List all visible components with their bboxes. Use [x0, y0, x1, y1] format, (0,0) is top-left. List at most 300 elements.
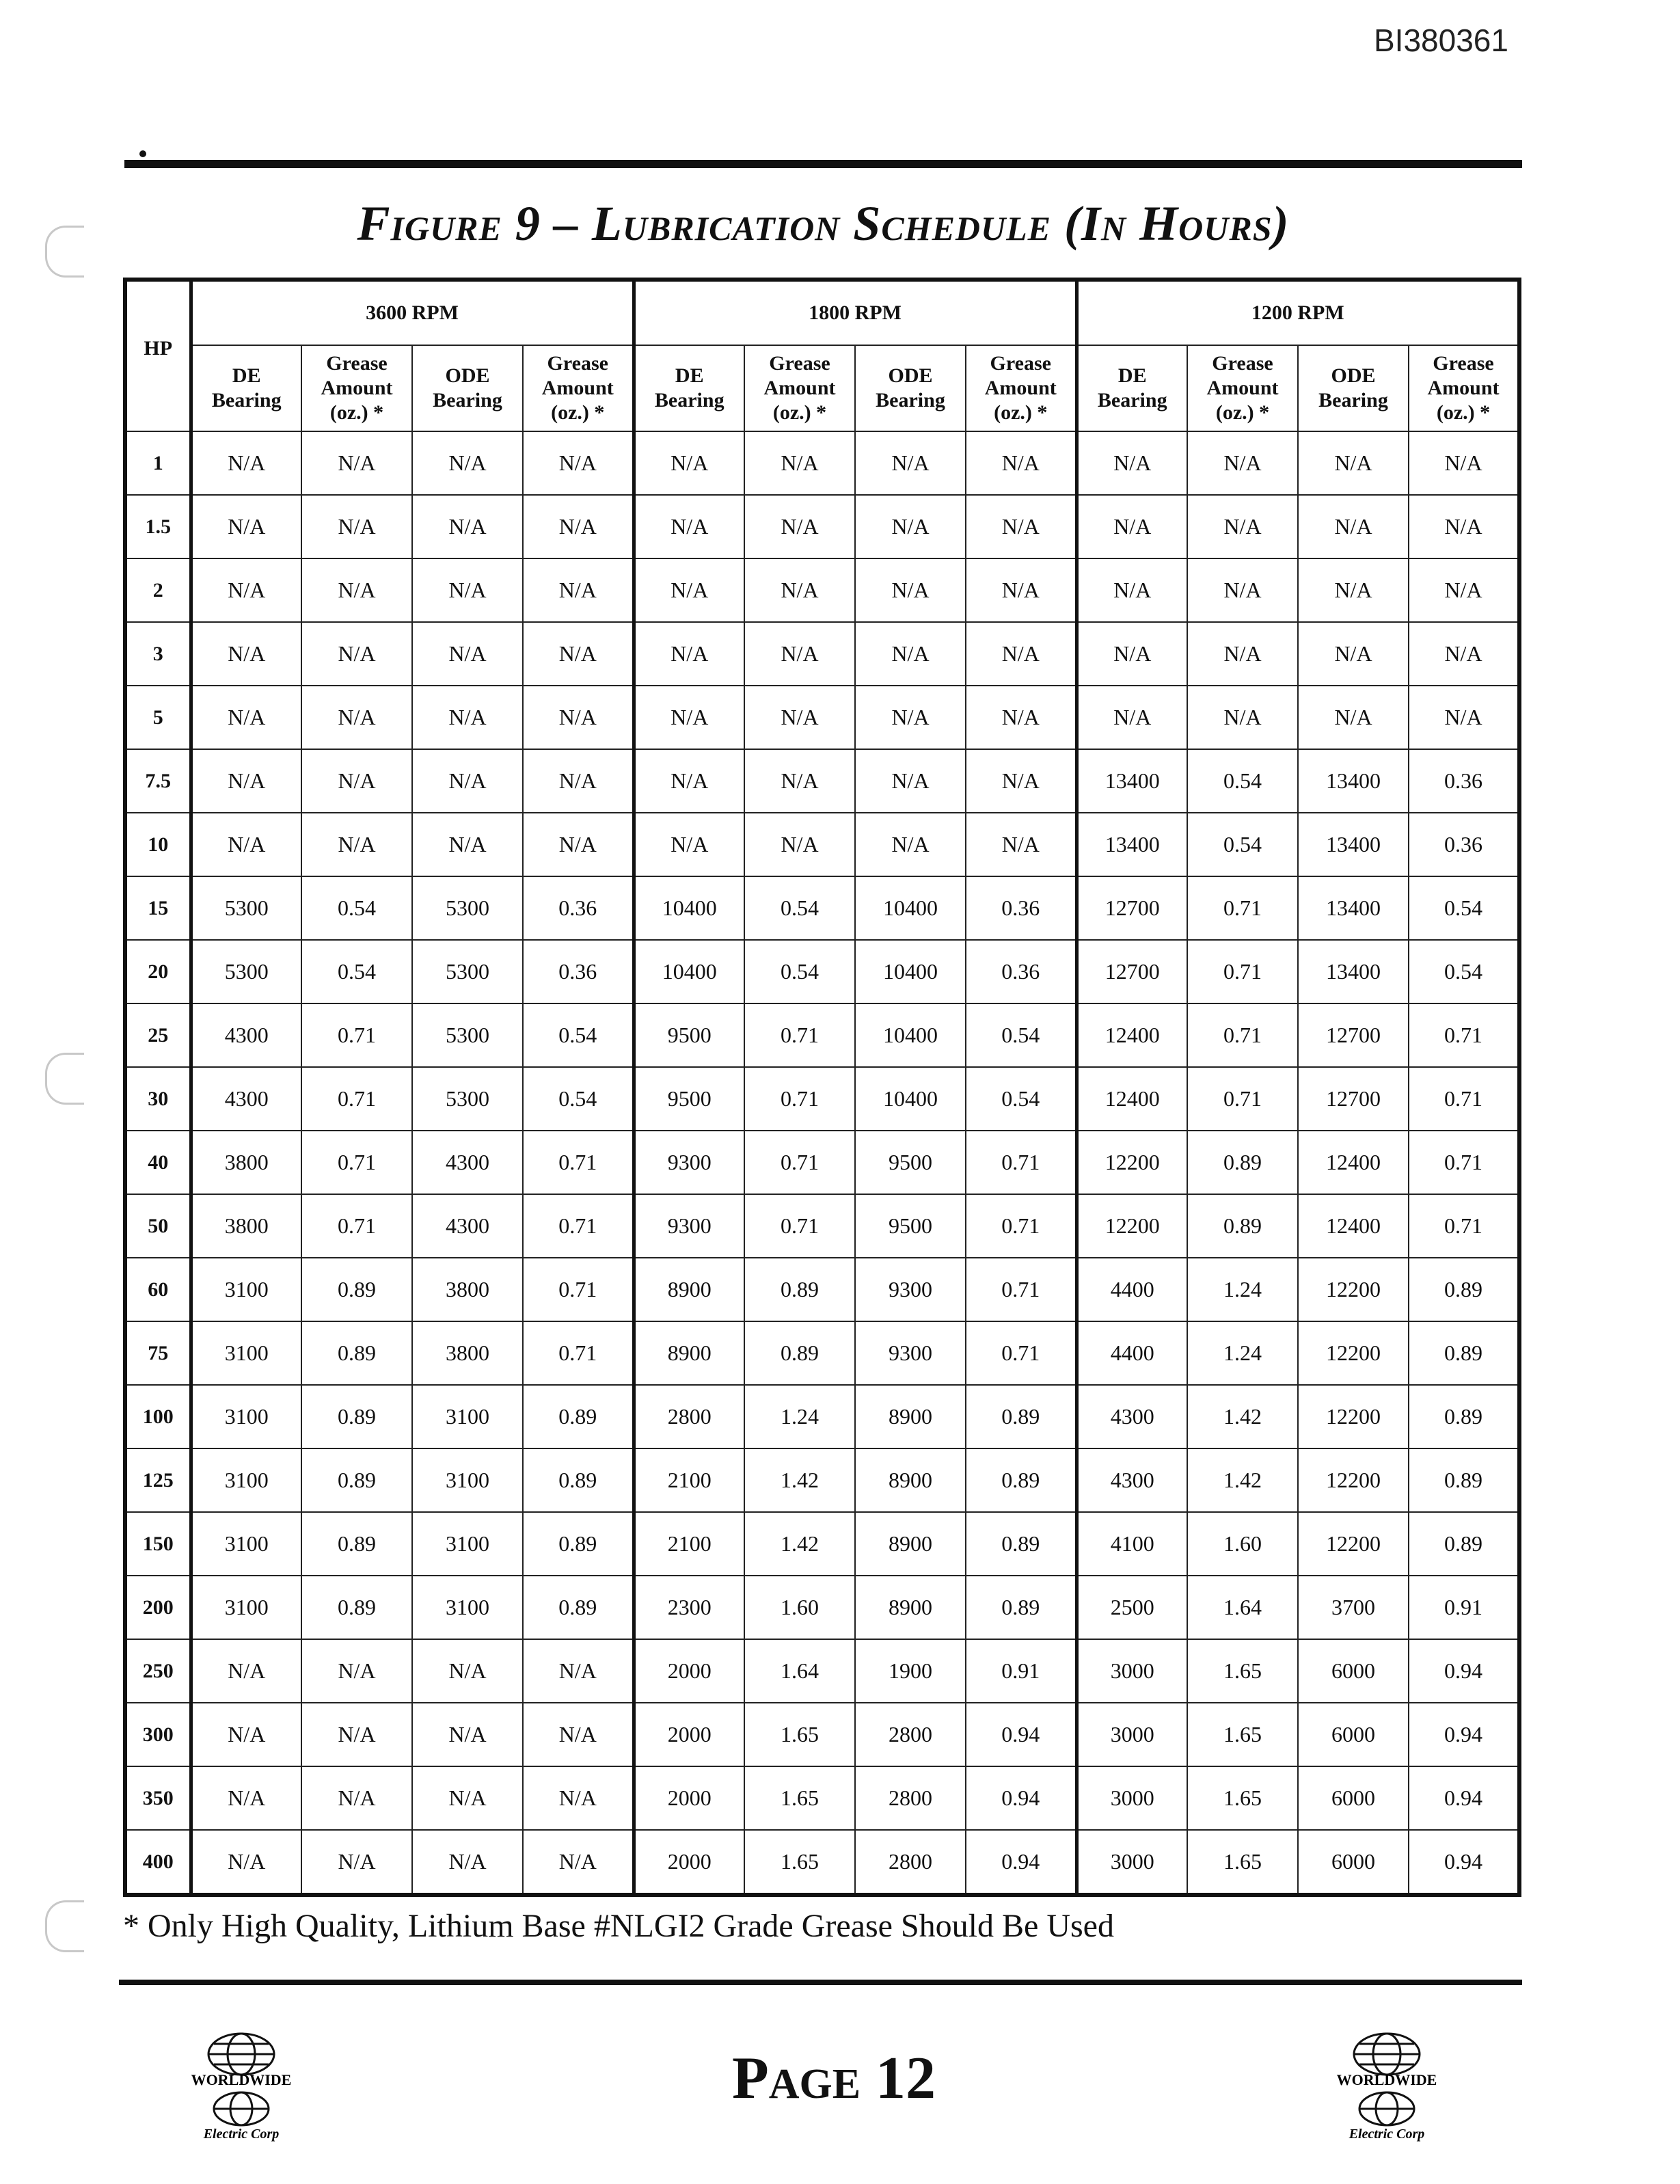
table-cell: 1.65 — [744, 1766, 855, 1830]
table-cell: 12700 — [1298, 1067, 1409, 1131]
table-cell: 0.54 — [1187, 813, 1298, 876]
footnote: * Only High Quality, Lithium Base #NLGI2 Grade Grease Should Be Used — [123, 1908, 1114, 1944]
table-cell: 3100 — [412, 1385, 523, 1448]
table-cell: 8900 — [634, 1321, 744, 1385]
logo-text-top: WORLDWIDE — [1336, 2071, 1437, 2088]
table-cell: N/A — [301, 686, 412, 749]
table-cell: 2100 — [634, 1512, 744, 1576]
table-cell: N/A — [412, 558, 523, 622]
hp-cell: 125 — [125, 1448, 191, 1512]
hp-cell: 400 — [125, 1830, 191, 1895]
table-cell: 1.60 — [744, 1576, 855, 1639]
table-cell: 0.71 — [966, 1131, 1076, 1194]
table-row — [125, 1830, 1519, 1895]
table-cell: 1.65 — [744, 1830, 855, 1895]
hp-cell: 2 — [125, 558, 191, 622]
table-cell: 0.89 — [966, 1448, 1076, 1512]
table-cell: N/A — [412, 686, 523, 749]
table-cell: 0.71 — [301, 1003, 412, 1067]
subcolumn-header-line: Grease — [326, 352, 388, 375]
table-cell: 13400 — [1076, 813, 1187, 876]
hp-cell: 1 — [125, 431, 191, 495]
table-cell: N/A — [634, 813, 744, 876]
table-cell: 12400 — [1298, 1194, 1409, 1258]
table-cell: N/A — [523, 749, 634, 813]
table-cell: N/A — [301, 622, 412, 686]
table-cell: N/A — [412, 749, 523, 813]
logo-text-bottom: Electric Corp — [203, 2127, 280, 2142]
table-cell: 5300 — [412, 1067, 523, 1131]
table-cell: N/A — [191, 813, 301, 876]
table-cell: 0.71 — [1409, 1131, 1519, 1194]
table-cell: 5300 — [191, 876, 301, 940]
table-cell: 12700 — [1076, 876, 1187, 940]
table-cell: 0.71 — [1187, 1067, 1298, 1131]
table-cell: 2000 — [634, 1639, 744, 1703]
table-cell: N/A — [1076, 622, 1187, 686]
table-cell: 0.71 — [301, 1194, 412, 1258]
table-cell: 0.36 — [966, 940, 1076, 1003]
table-cell: N/A — [523, 1766, 634, 1830]
hp-cell: 30 — [125, 1067, 191, 1131]
table-cell: 0.89 — [301, 1258, 412, 1321]
table-cell: N/A — [1187, 431, 1298, 495]
subcolumn-header-line: ODE — [888, 364, 933, 387]
table-cell: N/A — [966, 431, 1076, 495]
table-cell: N/A — [412, 622, 523, 686]
table-cell: 0.71 — [1409, 1003, 1519, 1067]
table-cell: N/A — [1076, 558, 1187, 622]
table-cell: 10400 — [855, 876, 966, 940]
table-cell: N/A — [855, 495, 966, 558]
table-row — [125, 431, 1519, 495]
subcolumn-header — [634, 345, 744, 431]
subcolumn-header-line: Bearing — [876, 389, 945, 412]
table-cell: 3800 — [412, 1258, 523, 1321]
table-cell: N/A — [966, 558, 1076, 622]
hp-cell: 15 — [125, 876, 191, 940]
table-cell: 2800 — [855, 1703, 966, 1766]
subcolumn-header — [1076, 345, 1187, 431]
table-cell: N/A — [855, 558, 966, 622]
subcolumn-header-line: Amount — [984, 377, 1057, 399]
table-cell: 9300 — [634, 1131, 744, 1194]
table-cell: 2800 — [634, 1385, 744, 1448]
table-cell: 1.65 — [1187, 1703, 1298, 1766]
table-cell: N/A — [634, 495, 744, 558]
table-cell: 3100 — [191, 1321, 301, 1385]
table-cell: 9300 — [634, 1194, 744, 1258]
table-row — [125, 1766, 1519, 1830]
page-number: Page 12 — [731, 2045, 936, 2112]
table-cell: N/A — [744, 749, 855, 813]
table-cell: 9500 — [634, 1067, 744, 1131]
table-cell: 0.89 — [523, 1576, 634, 1639]
table-cell: 0.36 — [523, 940, 634, 1003]
table-cell: N/A — [744, 558, 855, 622]
table-cell: 9300 — [855, 1258, 966, 1321]
table-cell: 12200 — [1298, 1385, 1409, 1448]
table-cell: 0.71 — [744, 1003, 855, 1067]
table-cell: 3100 — [191, 1512, 301, 1576]
subcolumn-header-line: (oz.) * — [1215, 401, 1270, 424]
table-cell: 6000 — [1298, 1703, 1409, 1766]
table-cell: 12200 — [1076, 1131, 1187, 1194]
table-cell: 0.89 — [301, 1512, 412, 1576]
subcolumn-header-line: Grease — [1212, 352, 1273, 375]
hp-cell: 60 — [125, 1258, 191, 1321]
table-cell: 3800 — [191, 1131, 301, 1194]
table-cell: 2000 — [634, 1703, 744, 1766]
table-cell: 0.89 — [1187, 1131, 1298, 1194]
table-cell: N/A — [191, 686, 301, 749]
table-cell: N/A — [1409, 431, 1519, 495]
table-cell: 0.71 — [1187, 1003, 1298, 1067]
table-cell: 8900 — [855, 1576, 966, 1639]
document-id: BI380361 — [1374, 23, 1508, 58]
table-cell: N/A — [412, 813, 523, 876]
table-cell: 0.54 — [1409, 940, 1519, 1003]
table-cell: 0.89 — [523, 1448, 634, 1512]
table-cell: 0.89 — [1409, 1385, 1519, 1448]
table-cell: N/A — [855, 686, 966, 749]
table-cell: N/A — [966, 686, 1076, 749]
table-cell: 1.42 — [744, 1448, 855, 1512]
binder-hole-mark — [45, 226, 84, 278]
header-row-groups — [125, 280, 1519, 345]
hp-cell: 200 — [125, 1576, 191, 1639]
table-cell: 0.54 — [966, 1067, 1076, 1131]
table-cell: 8900 — [634, 1258, 744, 1321]
table-cell: N/A — [412, 1703, 523, 1766]
table-cell: 1900 — [855, 1639, 966, 1703]
table-cell: N/A — [191, 1703, 301, 1766]
table-row — [125, 1639, 1519, 1703]
table-cell: 4100 — [1076, 1512, 1187, 1576]
table-cell: 0.71 — [744, 1131, 855, 1194]
rpm-group-header: 1200 RPM — [1076, 280, 1519, 345]
table-cell: 4300 — [1076, 1385, 1187, 1448]
logo-text-bottom: Electric Corp — [1349, 2127, 1425, 2142]
table-cell: N/A — [1298, 495, 1409, 558]
table-cell: N/A — [523, 813, 634, 876]
subcolumn-header — [1409, 345, 1519, 431]
table-cell: 3100 — [191, 1385, 301, 1448]
table-cell: 0.89 — [1409, 1258, 1519, 1321]
table-cell: N/A — [634, 431, 744, 495]
table-cell: 0.54 — [966, 1003, 1076, 1067]
table-cell: 0.94 — [966, 1830, 1076, 1895]
table-cell: N/A — [1298, 431, 1409, 495]
table-cell: 6000 — [1298, 1639, 1409, 1703]
table-cell: 3100 — [412, 1448, 523, 1512]
table-cell: 10400 — [855, 940, 966, 1003]
table-cell: 1.65 — [744, 1703, 855, 1766]
table-cell: 6000 — [1298, 1830, 1409, 1895]
table-cell: 3100 — [412, 1512, 523, 1576]
table-cell: 0.89 — [1409, 1512, 1519, 1576]
table-cell: 10400 — [634, 940, 744, 1003]
table-cell: 2300 — [634, 1576, 744, 1639]
table-cell: 1.24 — [1187, 1258, 1298, 1321]
table-row — [125, 940, 1519, 1003]
subcolumn-header-line: DE — [675, 364, 704, 387]
table-cell: 2800 — [855, 1830, 966, 1895]
table-cell: 1.24 — [744, 1385, 855, 1448]
subcolumn-header-line: Grease — [769, 352, 830, 375]
subcolumn-header-line: (oz.) * — [551, 401, 605, 424]
figure-title: Figure 9 – Lubrication Schedule (In Hours) — [357, 196, 1290, 251]
table-cell: N/A — [301, 431, 412, 495]
hp-cell: 350 — [125, 1766, 191, 1830]
table-cell: 0.89 — [966, 1576, 1076, 1639]
table-cell: 0.71 — [523, 1258, 634, 1321]
table-cell: 3000 — [1076, 1766, 1187, 1830]
table-cell: 0.71 — [523, 1131, 634, 1194]
table-row — [125, 1703, 1519, 1766]
table-cell: N/A — [744, 622, 855, 686]
table-cell: N/A — [634, 558, 744, 622]
table-cell: N/A — [966, 495, 1076, 558]
table-cell: N/A — [966, 622, 1076, 686]
table-cell: 0.89 — [301, 1448, 412, 1512]
table-cell: N/A — [855, 749, 966, 813]
table-cell: 0.89 — [523, 1512, 634, 1576]
table-cell: N/A — [634, 749, 744, 813]
table-cell: 4300 — [412, 1194, 523, 1258]
subcolumn-header-line: Amount — [763, 377, 836, 399]
table-cell: N/A — [412, 495, 523, 558]
table-cell: N/A — [191, 1639, 301, 1703]
table-cell: 0.71 — [1187, 876, 1298, 940]
subcolumn-header-line: Bearing — [1318, 389, 1388, 412]
table-cell: 0.54 — [744, 876, 855, 940]
table-cell: 8900 — [855, 1512, 966, 1576]
subcolumn-header — [855, 345, 966, 431]
table-cell: 0.89 — [966, 1512, 1076, 1576]
table-cell: N/A — [191, 431, 301, 495]
table-cell: N/A — [523, 686, 634, 749]
hp-cell: 40 — [125, 1131, 191, 1194]
table-cell: N/A — [1076, 686, 1187, 749]
hp-column-header: HP — [125, 280, 191, 431]
table-cell: 0.89 — [301, 1321, 412, 1385]
subcolumn-header-line: ODE — [445, 364, 490, 387]
subcolumn-header-line: Grease — [990, 352, 1051, 375]
table-cell: N/A — [744, 813, 855, 876]
subcolumn-header — [412, 345, 523, 431]
table-cell: 5300 — [191, 940, 301, 1003]
table-cell: N/A — [1076, 431, 1187, 495]
hp-cell: 300 — [125, 1703, 191, 1766]
subcolumn-header-line: Amount — [321, 377, 393, 399]
table-cell: 0.71 — [301, 1067, 412, 1131]
table-cell: 0.94 — [1409, 1766, 1519, 1830]
subcolumn-header-line: DE — [1117, 364, 1147, 387]
hp-cell: 3 — [125, 622, 191, 686]
table-row — [125, 1512, 1519, 1576]
table-cell: N/A — [744, 686, 855, 749]
table-cell: 5300 — [412, 940, 523, 1003]
worldwide-logo-left — [176, 2017, 306, 2146]
table-cell: N/A — [1298, 558, 1409, 622]
table-header — [125, 280, 1519, 431]
table-cell: N/A — [523, 431, 634, 495]
table-cell: 3800 — [191, 1194, 301, 1258]
lubrication-schedule-table — [123, 278, 1521, 1897]
table-cell: 0.89 — [1409, 1448, 1519, 1512]
table-cell: N/A — [1298, 686, 1409, 749]
table-cell: N/A — [412, 1766, 523, 1830]
table-cell: 1.65 — [1187, 1830, 1298, 1895]
worldwide-logo-right — [1322, 2017, 1452, 2146]
table-cell: N/A — [966, 749, 1076, 813]
table-cell: N/A — [301, 495, 412, 558]
table-row — [125, 1385, 1519, 1448]
table-row — [125, 622, 1519, 686]
hp-cell: 25 — [125, 1003, 191, 1067]
table-cell: 3000 — [1076, 1703, 1187, 1766]
subcolumn-header-line: Grease — [547, 352, 608, 375]
table-row — [125, 813, 1519, 876]
table-cell: N/A — [1409, 622, 1519, 686]
table-cell: N/A — [301, 1766, 412, 1830]
table-cell: 0.94 — [1409, 1703, 1519, 1766]
table-cell: 4400 — [1076, 1258, 1187, 1321]
table-cell: 10400 — [634, 876, 744, 940]
table-cell: 6000 — [1298, 1766, 1409, 1830]
table-cell: 12200 — [1076, 1194, 1187, 1258]
table-cell: 8900 — [855, 1448, 966, 1512]
table-cell: 3100 — [191, 1576, 301, 1639]
table-cell: 0.54 — [523, 1067, 634, 1131]
hp-cell: 50 — [125, 1194, 191, 1258]
rpm-group-header: 3600 RPM — [191, 280, 634, 345]
table-cell: N/A — [301, 1703, 412, 1766]
table-cell: N/A — [1187, 622, 1298, 686]
table-cell: N/A — [191, 749, 301, 813]
table-cell: 1.42 — [744, 1512, 855, 1576]
table-cell: 3800 — [412, 1321, 523, 1385]
table-cell: 0.71 — [744, 1067, 855, 1131]
subcolumn-header-line: Grease — [1433, 352, 1494, 375]
table-cell: 0.91 — [1409, 1576, 1519, 1639]
subcolumn-header-line: Bearing — [654, 389, 724, 412]
table-cell: 10400 — [855, 1003, 966, 1067]
subcolumn-header — [301, 345, 412, 431]
hp-cell: 10 — [125, 813, 191, 876]
table-row — [125, 1576, 1519, 1639]
hp-cell: 75 — [125, 1321, 191, 1385]
table-cell: 0.89 — [301, 1576, 412, 1639]
table-cell: N/A — [855, 622, 966, 686]
table-cell: 12700 — [1298, 1003, 1409, 1067]
table-cell: 3700 — [1298, 1576, 1409, 1639]
table-cell: 0.54 — [1187, 749, 1298, 813]
hp-cell: 250 — [125, 1639, 191, 1703]
table-cell: 0.71 — [1409, 1067, 1519, 1131]
table-cell: 0.36 — [1409, 749, 1519, 813]
table-cell: 5300 — [412, 1003, 523, 1067]
table-row — [125, 749, 1519, 813]
table-cell: 0.54 — [301, 876, 412, 940]
table-cell: N/A — [523, 558, 634, 622]
table-cell: 12400 — [1298, 1131, 1409, 1194]
hp-cell: 5 — [125, 686, 191, 749]
table-row — [125, 686, 1519, 749]
table-cell: N/A — [191, 1830, 301, 1895]
table-cell: 3000 — [1076, 1830, 1187, 1895]
subcolumn-header-line: Bearing — [211, 389, 282, 412]
table-cell: 0.36 — [966, 876, 1076, 940]
table-cell: 8900 — [855, 1385, 966, 1448]
subcolumn-header-line: Amount — [1206, 377, 1279, 399]
table-cell: N/A — [191, 495, 301, 558]
table-cell: 0.71 — [523, 1194, 634, 1258]
table-cell: 4400 — [1076, 1321, 1187, 1385]
top-rule-dot — [139, 150, 146, 157]
hp-cell: 150 — [125, 1512, 191, 1576]
table-cell: 1.42 — [1187, 1448, 1298, 1512]
subcolumn-header-line: Amount — [1427, 377, 1500, 399]
subcolumn-header — [1187, 345, 1298, 431]
subcolumn-header-line: DE — [232, 364, 261, 387]
table-cell: 12400 — [1076, 1067, 1187, 1131]
table-row — [125, 495, 1519, 558]
subcolumn-header-line: (oz.) * — [772, 401, 827, 424]
subcolumn-header — [1298, 345, 1409, 431]
table-cell: N/A — [966, 813, 1076, 876]
table-cell: 0.54 — [1409, 876, 1519, 940]
table-cell: 13400 — [1298, 813, 1409, 876]
table-cell: 1.65 — [1187, 1639, 1298, 1703]
table-cell: N/A — [1187, 495, 1298, 558]
table-cell: N/A — [523, 622, 634, 686]
hp-cell: 7.5 — [125, 749, 191, 813]
table-cell: 0.71 — [1187, 940, 1298, 1003]
table-row — [125, 1258, 1519, 1321]
table-cell: 0.89 — [966, 1385, 1076, 1448]
table-cell: 2500 — [1076, 1576, 1187, 1639]
table-cell: 4300 — [1076, 1448, 1187, 1512]
table-cell: 0.89 — [301, 1385, 412, 1448]
table-cell: 0.36 — [1409, 813, 1519, 876]
table-cell: 12400 — [1076, 1003, 1187, 1067]
table-cell: 12200 — [1298, 1512, 1409, 1576]
table-cell: 0.71 — [523, 1321, 634, 1385]
table-cell: 0.89 — [1409, 1321, 1519, 1385]
rpm-group-header: 1800 RPM — [634, 280, 1076, 345]
table-cell: N/A — [191, 622, 301, 686]
table-cell: 1.42 — [1187, 1385, 1298, 1448]
table-cell: 0.94 — [1409, 1639, 1519, 1703]
table-cell: N/A — [301, 1830, 412, 1895]
table-cell: N/A — [412, 1830, 523, 1895]
table-cell: 0.89 — [744, 1258, 855, 1321]
table-cell: 0.54 — [301, 940, 412, 1003]
table-cell: 5300 — [412, 876, 523, 940]
table-cell: N/A — [523, 1830, 634, 1895]
logo-text-top: WORLDWIDE — [191, 2071, 292, 2088]
table-cell: 1.24 — [1187, 1321, 1298, 1385]
table-cell: 0.71 — [301, 1131, 412, 1194]
table-cell: 0.54 — [523, 1003, 634, 1067]
table-cell: 3100 — [191, 1258, 301, 1321]
table-row — [125, 1067, 1519, 1131]
table-cell: N/A — [301, 813, 412, 876]
table-cell: 2000 — [634, 1766, 744, 1830]
binder-hole-mark — [45, 1053, 84, 1105]
